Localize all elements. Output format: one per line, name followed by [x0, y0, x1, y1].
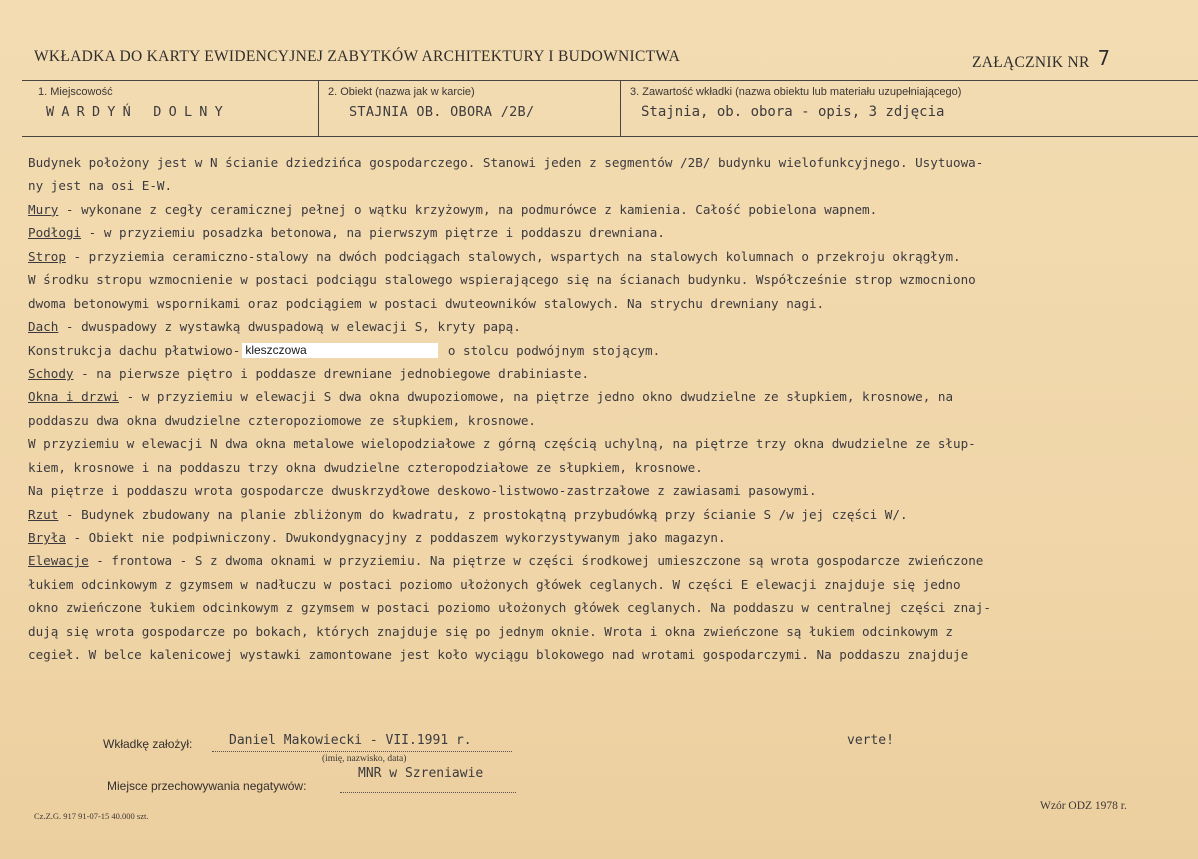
- place-cell: [22, 81, 318, 136]
- form-code: Wzór ODZ 1978 r.: [1040, 800, 1127, 812]
- text-line: [28, 174, 1178, 197]
- line-text: poddaszu dwa okna dwudzielne czteropoziomowe ze słupkiem, krosnowe.: [28, 412, 536, 428]
- object-cell: [318, 81, 621, 136]
- line-text: cegieł. W belce kalenicowej wystawki zamontowane jest koło wyciągu blokowego nad wrotami gospodarczymi. Na poddaszu znajduje: [28, 647, 969, 663]
- author-value: Daniel Makowiecki - VII.1991 r.: [229, 733, 472, 748]
- line-text: W środku stropu wzmocnienie w postaci podciągu stalowego wspierającego się na ścianach budynku. Współcześnie strop wzmocniono: [28, 272, 976, 288]
- text-line: [28, 573, 1178, 596]
- line-text: - Budynek zbudowany na planie zbliżonym do kwadratu, z prostokątną przybudówką przy ścianie S /w jej części W/.: [58, 506, 908, 522]
- line-text: - w przyziemiu w elewacji S dwa okna dwupoziomowe, na piętrze jedno okno dwudzielne ze słupkiem, krosnowe, na: [119, 389, 954, 405]
- text-line: [28, 432, 1178, 455]
- text-line: [28, 456, 1178, 479]
- line-text: okno zwieńczone łukiem odcinkowym z gzymsem w postaci poziomo ułożonych główek ceglanych. Na poddaszu w centralnej części znaj-: [28, 600, 991, 616]
- storage-label: Miejsce przechowywania negatywów:: [107, 779, 307, 793]
- text-line: [28, 526, 1178, 549]
- section-heading: Dach: [28, 319, 59, 335]
- text-line: [28, 362, 1178, 385]
- attachment-label: ZAŁĄCZNIK NR: [972, 54, 1090, 71]
- line-text: - Obiekt nie podpiwniczony. Dwukondygnacyjny z poddaszem wykorzystywanym jako magazyn.: [65, 530, 726, 545]
- text-line: [28, 503, 1178, 526]
- text-line: [28, 268, 1178, 291]
- section-heading: Mury: [28, 201, 59, 217]
- line-text: - dwuspadowy z wystawką dwuspadową w elewacji S, kryty papą.: [58, 319, 521, 335]
- text-line: [28, 315, 1178, 338]
- section-heading: Rzut: [28, 506, 59, 522]
- author-hint: (imię, nazwisko, data): [322, 754, 407, 764]
- attachment-number-block: [972, 48, 1110, 72]
- line-text: W przyziemiu w elewacji N dwa okna metalowe wielopodziałowe z górną częścią uchylną, na piętrze trzy okna dwudzielne ze słup-: [28, 436, 976, 452]
- place-value: WARDYŃ DOLNY: [46, 104, 230, 120]
- attachment-number: 7: [1097, 46, 1111, 70]
- line-text: Na piętrze i poddaszu wrota gospodarcze dwuskrzydłowe deskowo-listwowo-zastrzałowe z zawiasami pasowymi.: [28, 483, 817, 499]
- storage-dotted-line: [340, 792, 516, 793]
- document-title: WKŁADKA DO KARTY EWIDENCYJNEJ ZABYTKÓW ARCHITEKTURY I BUDOWNICTWA: [34, 48, 681, 65]
- line-text: dwoma betonowymi wspornikami oraz podciągiem w postaci dwuteowników stalowych. Na strychu drewniany nagi.: [28, 295, 825, 311]
- text-line: [28, 643, 1178, 666]
- section-heading: Schody: [28, 365, 74, 381]
- line-text: Budynek położony jest w N ścianie dziedzińca gospodarczego. Stanowi jeden z segmentów /2B/ budynku wielofunkcyjnego. Usytuowa-: [28, 155, 984, 170]
- section-heading: Bryła: [28, 530, 66, 545]
- description-body: [28, 151, 1178, 667]
- line-text: dują się wrota gospodarcze po bokach, których znajduje się po jednym oknie. Wrota i okna zwieńczone są łukiem odcinkowym z: [28, 623, 954, 639]
- contents-cell: [620, 81, 1198, 136]
- section-heading: Okna i drzwi: [28, 389, 119, 405]
- author-label: Wkładkę założył:: [103, 737, 193, 751]
- author-dotted-line: [212, 751, 512, 752]
- print-info: Cz.Z.G. 917 91-07-15 40.000 szt.: [34, 811, 149, 821]
- line-text: kiem, krosnowe i na poddaszu trzy okna dwudzielne czteropodziałowe ze słupkiem, krosnowe.: [28, 459, 703, 475]
- text-line: [28, 151, 1178, 174]
- header-fields-table: [22, 80, 1198, 137]
- contents-label: 3. Zawartość wkładki (nazwa obiektu lub materiału uzupełniającego): [630, 86, 962, 98]
- object-value: STAJNIA OB. OBORA /2B/: [349, 104, 535, 120]
- text-line: [28, 479, 1178, 502]
- line-text: ny jest na osi E-W.: [28, 178, 173, 194]
- line-text: Konstrukcja dachu płatwiowo-: [28, 342, 241, 358]
- text-line: [28, 620, 1178, 643]
- text-line: [28, 409, 1178, 432]
- place-label: 1. Miejscowość: [38, 86, 113, 98]
- text-line: [28, 198, 1178, 221]
- text-line: [28, 385, 1178, 408]
- line-text: - w przyziemiu posadzka betonowa, na pierwszym piętrze i poddaszu drewniana.: [81, 225, 665, 241]
- text-line: [28, 549, 1178, 572]
- text-line: [28, 596, 1178, 619]
- line-text-continued: o stolcu podwójnym stojącym.: [440, 342, 661, 358]
- section-heading: Podłogi: [28, 225, 82, 241]
- redacted-word-patch: kleszczowa: [242, 343, 438, 358]
- object-label: 2. Obiekt (nazwa jak w karcie): [328, 86, 475, 98]
- storage-value: MNR w Szreniawie: [358, 766, 484, 781]
- text-line: [28, 245, 1178, 268]
- line-text: łukiem odcinkowym z gzymsem w nadłuczu w postaci poziomo ułożonych główek ceglanych. W części E elewacji znajduje się jedno: [28, 576, 961, 592]
- section-heading: Strop: [28, 248, 66, 264]
- contents-value: Stajnia, ob. obora - opis, 3 zdjęcia: [641, 104, 945, 120]
- line-text: - frontowa - S z dwoma oknami w przyziemiu. Na piętrze w części środkowej umieszczone są wrota gospodarcze zwieńczone: [88, 553, 984, 569]
- verte-note: verte!: [847, 733, 894, 748]
- section-heading: Elewacje: [28, 553, 89, 569]
- line-text: - na pierwsze piętro i poddasze drewniane jednobiegowe drabiniaste.: [73, 365, 590, 381]
- text-line: [28, 221, 1178, 244]
- text-line: [28, 292, 1178, 315]
- line-text: - wykonane z cegły ceramicznej pełnej o wątku krzyżowym, na podmurówce z kamienia. Całość pobielona wapnem.: [58, 201, 878, 217]
- text-line: [28, 339, 1178, 362]
- line-text: - przyziemia ceramiczno-stalowy na dwóch podciągach stalowych, wspartych na stalowych kolumnach o przekroju okrągłym.: [65, 248, 961, 264]
